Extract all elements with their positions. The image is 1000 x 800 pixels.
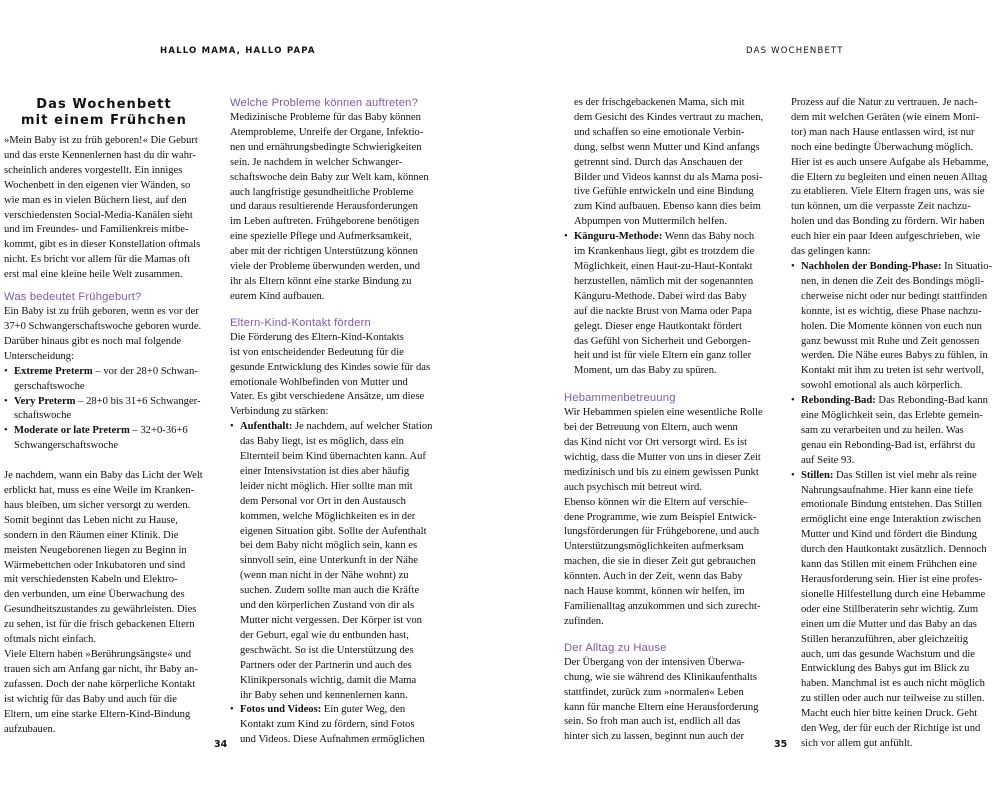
text-line: oftmals nicht einfach. [4,634,97,646]
text-line: verschiedensten Social-Media-Kanälen sieht [4,209,193,221]
section-heading-kontakt: Eltern-Kind-Kontakt fördern [230,316,371,329]
text-line: Atemprobleme, Unreife der Organe, Infektio- [230,126,424,138]
text-line: nen, in denen die Zeit des Bondings mögli- [801,275,985,287]
chapter-title [4,97,204,129]
list-item-aufenthalt [230,420,445,703]
text-line: meisten Neugeborenen liegen zu Beginn in [4,544,187,556]
text-line: ermöglicht eine enge Interaktion zwischen [801,514,982,526]
text-line: stattfindet, zurück zum »normalen« Leben [564,686,744,698]
text-line: zum Kind aufbauen. Ebenso kann dies beim [574,201,761,213]
text-line: chung, wie sie während des Klinikaufenthalts [564,671,757,683]
text-line: tor) man nach Hause entlassen wird, ist nur [791,126,975,138]
text-line: Stillen heranzuführen, aber gleichzeitig [801,633,969,645]
text-line: sowohl emotional als auch körperlich. [801,380,963,392]
text-line: die Eltern zu begleiten und einen neuen Alltag [791,171,988,183]
list-item-stillen [791,469,998,752]
text-line: im Leben auftreten. Frühgeborene benötigen [230,216,420,228]
text-line: euch hier ein paar Ideen aufgeschrieben, wie [791,231,981,243]
text-line: Gesundheitszustandes zu gewährleisten. Dies [4,604,197,616]
text-line: das Gefühl von Sicherheit und Geborgen- [574,335,751,347]
text-line: wichtig, dass die Mutter von uns in dieser Zeit [564,451,761,463]
text-line: (wenn man nicht in der Nähe wohnt) zu [240,570,409,582]
text-line: sinnvoll sein, eine Unterkunft in der Nähe [240,555,418,567]
list-term: Känguru-Methode: [574,231,663,243]
text-line: Ebenso können wir die Eltern auf verschie- [564,496,748,508]
text-line: holen und das Bonding zu fördern. Wir haben [791,216,985,228]
text-line: und das erste Kennenlernen hast du dir wahr- [4,149,196,161]
text-line: Ein Baby ist zu früh geboren, wenn es vor der [4,306,199,318]
text-line: werden. Die Nähe eures Babys zu fühlen, in [801,350,988,362]
text-line: auch langfristige gesundheitliche Probleme [230,186,414,198]
text-line: Kontakt zum Kind zu fördern, sind Fotos [240,719,415,731]
text-line: cherweise nicht oder nur bedingt stattfinden [801,290,988,302]
text-line: bei dem Baby nicht möglich sein, kann es [240,540,418,552]
list-text: – 28+0 bis 31+6 Schwanger- [75,395,201,407]
preterm-list [4,365,214,454]
text-line: Der Übergang von der intensiven Überwa- [564,656,745,668]
list-item-bonding [791,260,998,394]
text-line: könnten. Auch in der Zeit, wenn das Baby [564,571,743,583]
text-line: dem mit welchen Geräten (wie einem Moni- [791,111,980,123]
text-line: Elternteil beim Kind übernachten kann. Auf [240,451,426,463]
list-term: Aufenthalt: [240,421,293,433]
text-line: erblickt hat, muss es eine Weile im Kranken- [4,485,195,497]
text-line: auch psychisch mit betreut wird. [564,481,702,493]
text-line: dem Gesicht des Kindes vertraut zu machen, [574,111,764,123]
text-line: den verbunden, um eine Überwachung des [4,589,185,601]
text-line: medizinisch und bis zu einem gewissen Punkt [564,466,759,478]
list-term: Moderate or late Preterm [14,425,130,437]
text-line: Kontakt mit ihm zu treten ist sehr wertvoll, [801,365,985,377]
text-line: Prozess auf die Natur zu vertrauen. Je nach- [791,97,978,108]
text-line: Partners oder der Partnerin und auch des [240,659,412,671]
text-line: eurem Kind aufbauen. [230,290,325,302]
text-line: viele der Probleme überwunden werden, und [230,261,421,273]
text-line: gesunde Entwicklung des Kindes sowie für das [230,361,431,373]
list-text: schaftswoche [14,410,72,422]
section-heading-hebammen: Hebammenbetreuung [564,392,676,405]
text-line: nicht. Es bricht vor allem für die Mamas oft [4,254,191,266]
text-line: schaftswoche dein Baby zur Welt kam, können [230,171,429,183]
list-text: Je nachdem, auf welcher Station [292,421,433,433]
text-line: emotionale Bindung entstehen. Das Stillen [801,499,982,511]
list-item-rebonding [791,394,998,469]
text-line: Mutter nicht vergessen. Der Körper ist von [240,615,422,626]
text-line: Je nachdem, wann ein Baby das Licht der Welt [4,470,203,482]
text-line: ihr als Eltern könnt eine starke Bindung zu [230,275,412,287]
text-line: konnte, ist es wichtig, diese Phase nachzu- [801,305,982,317]
text-line: kann das Stillen mit einem Frühchen eine [801,559,977,571]
text-line: tive Gefühle entwickeln und eine Bindung [574,186,754,198]
probleme-paragraph [230,111,445,305]
text-line: Möglichkeit, einen Haut-zu-Haut-Kontakt [574,260,753,272]
list-item [4,424,214,454]
text-line: sein. So froh man auch ist, endlich all das [564,716,741,728]
running-head-left: HALLO MAMA, HALLO PAPA [160,46,316,56]
text-line: Klinikpersonals wichtig, damit die Mama [240,674,417,686]
text-line: nach Hause kommt, können wir helfen, im [564,586,745,598]
text-line: 37+0 Schwangerschaftswoche geboren wurde. [4,320,202,332]
text-line: Moment, um das Baby zu spüren. [574,365,717,377]
text-line: den Weg, der für euch der Richtige ist und [801,723,981,735]
alltag-paragraph [564,656,779,745]
right-column-2 [791,96,998,752]
text-line: Somit beginnt das Leben nicht zu Hause, [4,514,178,526]
text-line: gelegt. Dieser enge Hautkontakt fördert [574,320,742,332]
text-line: und schaffen so eine emotionale Verbin- [574,126,745,138]
text-line: geschwächt. So ist die Unterstützung des [240,644,414,656]
list-item [4,365,214,395]
text-line: eigenen Situation gibt. Sollte der Aufenthalt [240,525,427,537]
text-line: sein. Je nachdem in welcher Schwanger- [230,156,403,168]
list-term: Rebonding-Bad: [801,395,876,407]
text-line: holen. Die Momente können von euch nun [801,320,982,332]
page-number-left: 34 [214,739,228,750]
text-line: Mutter und Kind und fördert die Bindung [801,529,977,541]
text-line: das Kind nicht vor Ort versorgt wird. Es ist [564,437,748,449]
fruehgeburt-paragraph [4,305,214,365]
list-term: Stillen: [801,469,834,481]
text-line: im Krankenhaus liegt, gibt es trotzdem die [574,246,755,258]
text-line: getrennt sind. Durch das Anschauen der [574,156,743,168]
text-line: Bilder und Videos kannst du als Mama posi- [574,171,763,183]
text-line: das Baby liegt, ist es möglich, dass ein [240,436,404,448]
text-line: wie man es in vielen Büchern liest, auf den [4,194,187,206]
text-line: dene Programme, wie zum Beispiel Entwick- [564,511,757,523]
text-line: auf Seite 93. [801,454,855,466]
text-line: aufzubauen. [4,723,56,735]
kontakt-paragraph [230,331,445,420]
text-line: einer Intensivstation ist dies aber häufig [240,465,410,477]
text-line: zufassen. Doch der nahe körperliche Kontakt [4,678,196,690]
text-line: noch eine bedingte Überwachung möglich. [791,141,974,153]
text-line: haus bleiben, um sicher versorgt zu werden. [4,499,191,511]
text-line: Unterstützungsmöglichkeiten aufmerksam [564,541,744,553]
text-line: und daraus resultierende Herausforderungen [230,201,418,213]
text-line: Viele Eltern haben »Berührungsängste« und [4,649,192,660]
chapter-title-line: Das Wochenbett [36,97,172,112]
page-number-right: 35 [774,739,788,750]
list-text: gerschaftswoche [14,380,85,392]
left-column-2 [230,96,445,748]
text-line: suchen. Zudem sollte man auch die Kräfte [240,585,420,597]
text-line: und den körperlichen Zustand von dir als [240,600,415,612]
text-line: machen, die sie in dieser Zeit gut gebrauchen [564,556,756,568]
section-heading-fruehgeburt: Was bedeutet Frühgeburt? [4,291,142,304]
text-line: Verbindung zu stärken: [230,406,329,418]
text-line: das gelingen kann: [791,246,871,258]
text-line: Die Förderung des Eltern-Kind-Kontakts [230,331,404,343]
text-line: lungsförderungen für Frühgeborene, und auch [564,526,760,538]
list-text: In Situatio- [941,260,993,272]
list-text: – vor der 28+0 Schwan- [92,365,198,377]
list-text: Schwangerschaftswoche [14,440,119,452]
intro-paragraph [4,134,214,283]
text-line: bei der Betreuung von Eltern, auch wenn [564,422,738,434]
text-line: sionelle Hilfestellung durch eine Hebamme [801,588,986,600]
text-line: tun können, um die verpasste Zeit nachzu- [791,201,971,213]
text-line: sam zu verarbeiten und zu heilen. Was [801,424,964,436]
text-line: Nahrungsaufnahme. Hier kann eine tiefe [801,484,974,496]
list-item-kaenguru [564,230,779,379]
list-term: Extreme Preterm [14,365,93,377]
chapter-title-line: mit einem Frühchen [21,113,187,128]
list-term: Very Preterm [14,395,76,407]
list-text: Wenn das Baby noch [662,231,755,243]
text-line: es der frischgebackenen Mama, sich mit [574,97,745,108]
text-line: sich vor allem gut anfühlt. [801,737,913,749]
alltag-continued [791,96,998,260]
text-line: herzustellen, nämlich mit der sogenannten [574,275,754,287]
text-line: aber mit der richtigen Unterstützung können [230,246,418,258]
left-column-1 [4,97,214,737]
list-term: Nachholen der Bonding-Phase: [801,260,942,272]
list-text: Das Rebonding-Bad kann [875,395,988,407]
text-line: eine spezielle Pflege und Aufmerksamkeit, [230,231,412,243]
text-line: kann für manche Eltern eine Herausforderung [564,701,759,713]
text-line: auf die nackte Brust von Mama oder Papa [574,305,752,317]
text-line: emotionale Wohlbefinden von Mutter und [230,376,408,388]
text-line: zu stillen oder auch nur teilweise zu stillen. [801,693,985,705]
list-text: Das Stillen ist viel mehr als reine [833,469,977,481]
text-line: Hier ist es auch unsere Aufgabe als Hebamme, [791,156,989,168]
text-line: nen und ernährungsbedingte Schwierigkeiten [230,141,422,153]
text-line: zufinden. [564,615,604,627]
text-line: der Geburt, egal wie du entbunden hast, [240,629,409,641]
text-line: Wir Hebammen spielen eine wesentliche Rolle [564,407,763,419]
text-line: zu sehen, ist für die frisch gebackenen Eltern [4,619,195,631]
text-line: heit und ist für viele Eltern ein ganz toller [574,350,752,362]
text-line: Abpumpen von Muttermilch helfen. [574,216,727,228]
list-text: – 32+0-36+6 [129,425,188,437]
text-line: Darüber hinaus gibt es noch mal folgende [4,335,182,347]
text-line: scheinlich anderes vorgestellt. Ein inniges [4,164,183,176]
text-line: Herausforderung sein. Hier ist eine profes- [801,574,983,585]
text-line: durch den Hautkontakt zusätzlich. Dennoch [801,544,987,556]
text-line: eine Möglichkeit sein, das Erlebte gemein- [801,410,983,422]
text-line: mit verschiedensten Kabeln und Elektro- [4,574,178,586]
text-line: kommt, gibt es in dieser Konstellation oftmals [4,239,201,251]
list-term: Fotos und Videos: [240,704,322,716]
text-line: oder eine Stillberaterin sehr wichtig. Zum [801,603,979,615]
text-line: auch, um das gesunde Wachstum und die [801,648,976,660]
right-column-1 [564,96,779,745]
text-line: Familienalltag anzukommen und sich zurecht- [564,601,761,612]
fotos-continued [564,96,779,230]
text-line: Entwicklung des Babys gut im Blick zu [801,663,970,675]
running-head-right: DAS WOCHENBETT [746,46,844,56]
text-line: Vater. Es gibt verschiedene Ansätze, um diese [230,391,425,403]
text-line: Wochenbett in den eigenen vier Wänden, so [4,179,191,191]
body-paragraph [4,469,214,737]
text-line: Medizinische Probleme für das Baby können [230,112,421,123]
right-page [500,0,1000,800]
text-line: genau ein Rebonding-Bad ist, erfährst du [801,439,976,451]
text-line: und Videos. Diese Aufnahmen ermöglichen [240,734,425,746]
text-line: Wärmebettchen oder Inkubatoren und sind [4,559,186,571]
text-line: zu etablieren. Viele Eltern fragen uns, was sie [791,186,985,198]
text-line: trauen sich am Anfang gar nicht, ihr Baby an- [4,663,198,675]
list-text: Ein guter Weg, den [321,704,406,716]
text-line: »Mein Baby ist zu früh geboren!« Die Geburt [4,135,198,146]
text-line: einen um die Mutter und das Baby an das [801,618,977,630]
list-item-fotos [230,703,445,748]
text-line: Eltern, um eine starke Eltern-Kind-Bindung [4,708,191,720]
list-item [4,395,214,425]
text-line: ganz bewusst mit Ruhe und Zeit genossen [801,335,980,347]
text-line: dem Personal vor Ort in den Austausch [240,495,406,507]
hebammen-paragraph [564,406,779,630]
text-line: dung, selbst wenn Mutter und Kind anfangs [574,141,760,153]
text-line: und im Freundes- und Familienkreis mitbe- [4,224,189,236]
text-line: Unterscheidung: [4,350,75,362]
text-line: erst mal eine kleine heile Welt zusammen. [4,269,183,281]
text-line: ist wichtig für das Baby und auch für die [4,693,177,705]
text-line: kommen, welche Möglichkeiten es in der [240,510,416,522]
section-heading-probleme: Welche Probleme können auftreten? [230,97,418,109]
section-heading-alltag: Der Alltag zu Hause [564,641,667,654]
text-line: Macht euch hier bitte keinen Druck. Geht [801,708,978,720]
text-line: ihr Baby sehen und kennenlernen kann. [240,689,408,701]
text-line: leider nicht möglich. Hier sollte man mit [240,480,413,492]
text-line: ist von entscheidender Bedeutung für die [230,346,404,358]
text-line: hinter sich zu lassen, beginnt nun auch der [564,731,745,743]
text-line: haben. Manchmal ist es auch nicht möglich [801,678,985,690]
text-line: Känguru-Methode. Dabei wird das Baby [574,290,747,302]
text-line: sondern in den Räumen einer Klinik. Die [4,529,179,541]
